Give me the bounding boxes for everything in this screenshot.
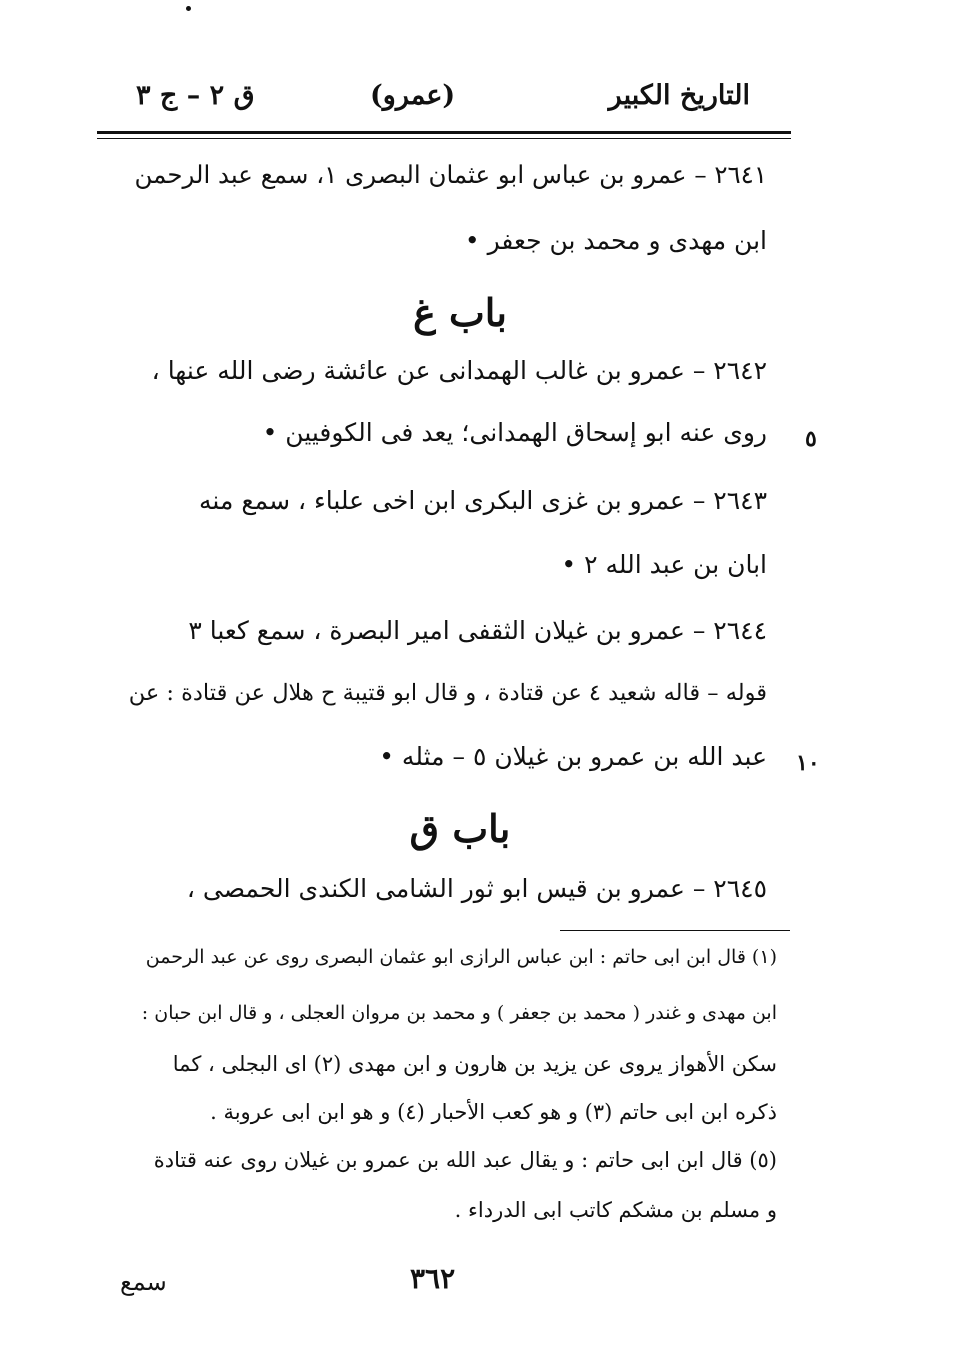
book-title: التاريخ الكبير <box>608 80 750 111</box>
entry-2644-line-2: قوله – قاله شعيد ٤ عن قتادة ، و قال ابو قتيبة ح هلال عن قتادة : عن <box>128 680 767 706</box>
entry-2644-line-1: ٢٦٤٤ – عمرو بن غيلان الثقفى امير البصرة ، سمع كعبا ٣ <box>188 616 767 645</box>
entry-2644-line-3: عبد الله بن عمرو بن غيلان ٥ – مثله • <box>379 742 767 771</box>
footnote-line-4: ذكره ابن ابى حاتم (٣) و هو كعب الأحبار (٤) و هو ابن ابى عروبة . <box>210 1100 777 1124</box>
section-heading-qaf: باب ق <box>409 806 511 851</box>
entry-2642-line-2: روى عنه ابو إسحاق الهمدانى؛ يعد فى الكوفيين • <box>262 418 767 447</box>
footnote-line-6: و مسلم بن مشكم كاتب ابى الدرداء . <box>454 1198 777 1222</box>
catchword: سمع <box>120 1268 167 1296</box>
entry-2641-line-2: ابن مهدى و محمد بن جعفر • <box>464 226 767 255</box>
entry-2645-line-1: ٢٦٤٥ – عمرو بن قيس ابو ثور الشامى الكندى الحمصى ، <box>186 874 767 903</box>
footnote-line-1: (١) قال ابن ابى حاتم : ابن عباس الرازى ابو عثمان البصرى روى عن عبد الرحمن <box>145 946 777 968</box>
header-rule-thick <box>97 131 791 134</box>
volume-part: ق ٢ – ج ٣ <box>136 80 255 111</box>
section-heading-ghayn: باب غ <box>413 290 507 335</box>
entry-2641-line-1: ٢٦٤١ – عمرو بن عباس ابو عثمان البصرى ١، سمع عبد الرحمن <box>134 160 767 189</box>
footnote-line-3: سكن الأهواز يروى عن يزيد بن هارون و ابن مهدى (٢) اى البجلى ، كما <box>172 1052 777 1076</box>
entry-2643-line-2: ابان بن عبد الله ٢ • <box>561 550 767 579</box>
page-number: ٣٦٢ <box>410 1262 456 1295</box>
footnote-line-2: ابن مهدى و غندر ( محمد بن جعفر ) و محمد بن مروان العجلى ، و قال ابن حبان : <box>141 1002 777 1024</box>
header-rule-thin <box>97 138 791 139</box>
entry-2643-line-1: ٢٦٤٣ – عمرو بن غزى البكرى ابن اخى علباء ، سمع منه <box>199 486 767 515</box>
line-number-5: ٥ <box>805 426 817 452</box>
entry-2642-line-1: ٢٦٤٢ – عمرو بن غالب الهمدانى عن عائشة رضى الله عنها ، <box>151 356 767 385</box>
footnote-line-5: (٥) قال ابن ابى حاتم : و يقال عبد الله بن عمرو بن غيلان روى عنه قتادة <box>153 1148 777 1172</box>
footnote-separator <box>560 930 790 931</box>
line-number-10: ١٠ <box>796 750 820 776</box>
section-name: (عمرو) <box>370 80 456 111</box>
running-header <box>100 74 790 124</box>
ink-dot <box>186 6 191 11</box>
